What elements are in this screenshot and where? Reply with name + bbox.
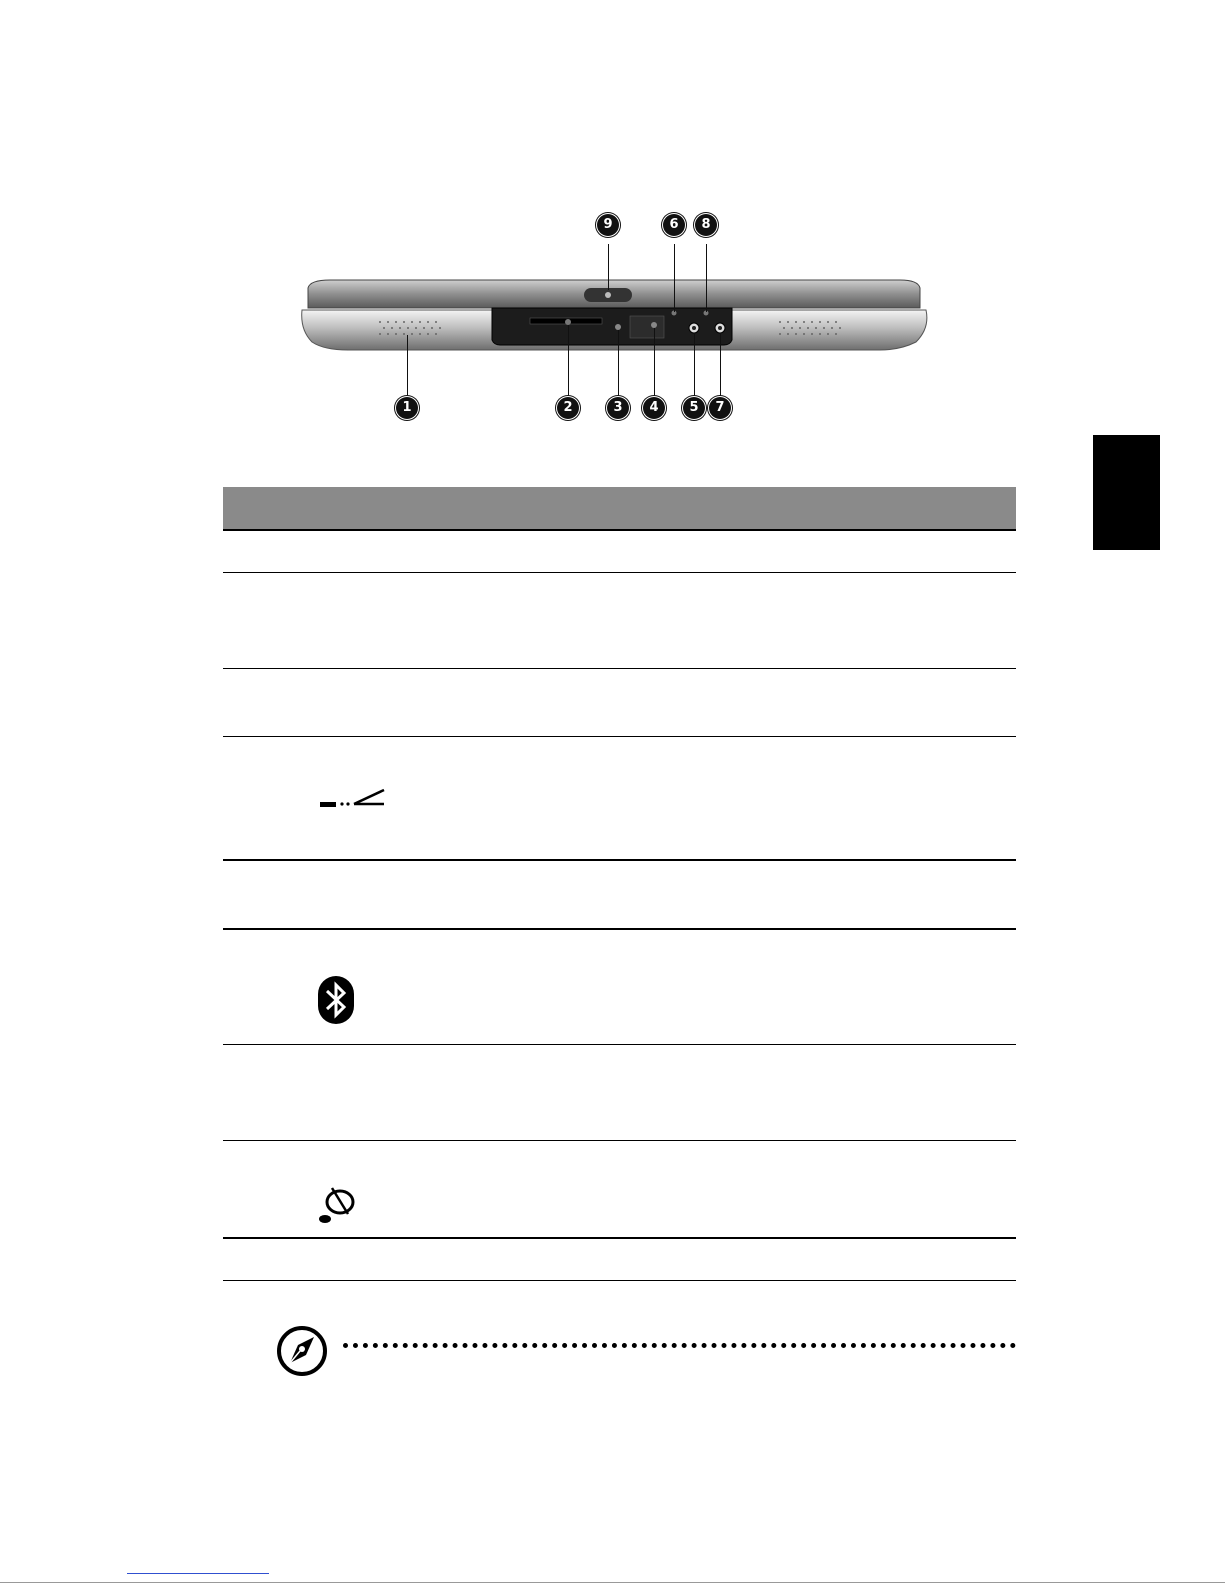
callout-9: 9 — [597, 214, 619, 236]
callout-4: 4 — [643, 397, 665, 419]
callout-3-leader — [618, 330, 619, 400]
table-rule — [223, 668, 1016, 669]
wireless-icon — [318, 1186, 358, 1224]
table-rule — [223, 736, 1016, 737]
callout-2: 2 — [557, 397, 579, 419]
callout-3: 3 — [607, 397, 629, 419]
ir-port-icon — [320, 788, 390, 812]
table-rule — [223, 1280, 1016, 1281]
laptop-front-view-figure — [300, 210, 930, 435]
callout-5-leader — [694, 333, 695, 400]
callout-9-leader — [608, 244, 609, 290]
callout-6: 6 — [663, 214, 685, 236]
table-rule — [223, 859, 1016, 861]
chapter-side-tab — [1093, 435, 1160, 550]
bluetooth-icon — [318, 976, 354, 1024]
table-rule — [223, 928, 1016, 930]
table-rule — [223, 1140, 1016, 1141]
table-rule — [223, 572, 1016, 573]
footer-rule — [0, 1582, 1225, 1583]
callout-1-leader — [407, 335, 408, 400]
table-header-bar — [223, 487, 1016, 529]
callout-8: 8 — [695, 214, 717, 236]
callout-1: 1 — [396, 397, 418, 419]
callout-2-leader — [568, 325, 569, 400]
footer-link-underline[interactable] — [127, 1573, 269, 1574]
callout-7: 7 — [709, 397, 731, 419]
table-rule — [223, 1237, 1016, 1239]
callout-7-leader — [720, 333, 721, 400]
note-pen-icon — [276, 1325, 328, 1377]
table-rule — [223, 529, 1016, 531]
table-rule — [223, 1044, 1016, 1045]
callout-6-leader — [674, 244, 675, 312]
callout-8-leader — [706, 244, 707, 312]
note-divider — [343, 1343, 1016, 1348]
callout-4-leader — [654, 328, 655, 400]
callout-5: 5 — [683, 397, 705, 419]
